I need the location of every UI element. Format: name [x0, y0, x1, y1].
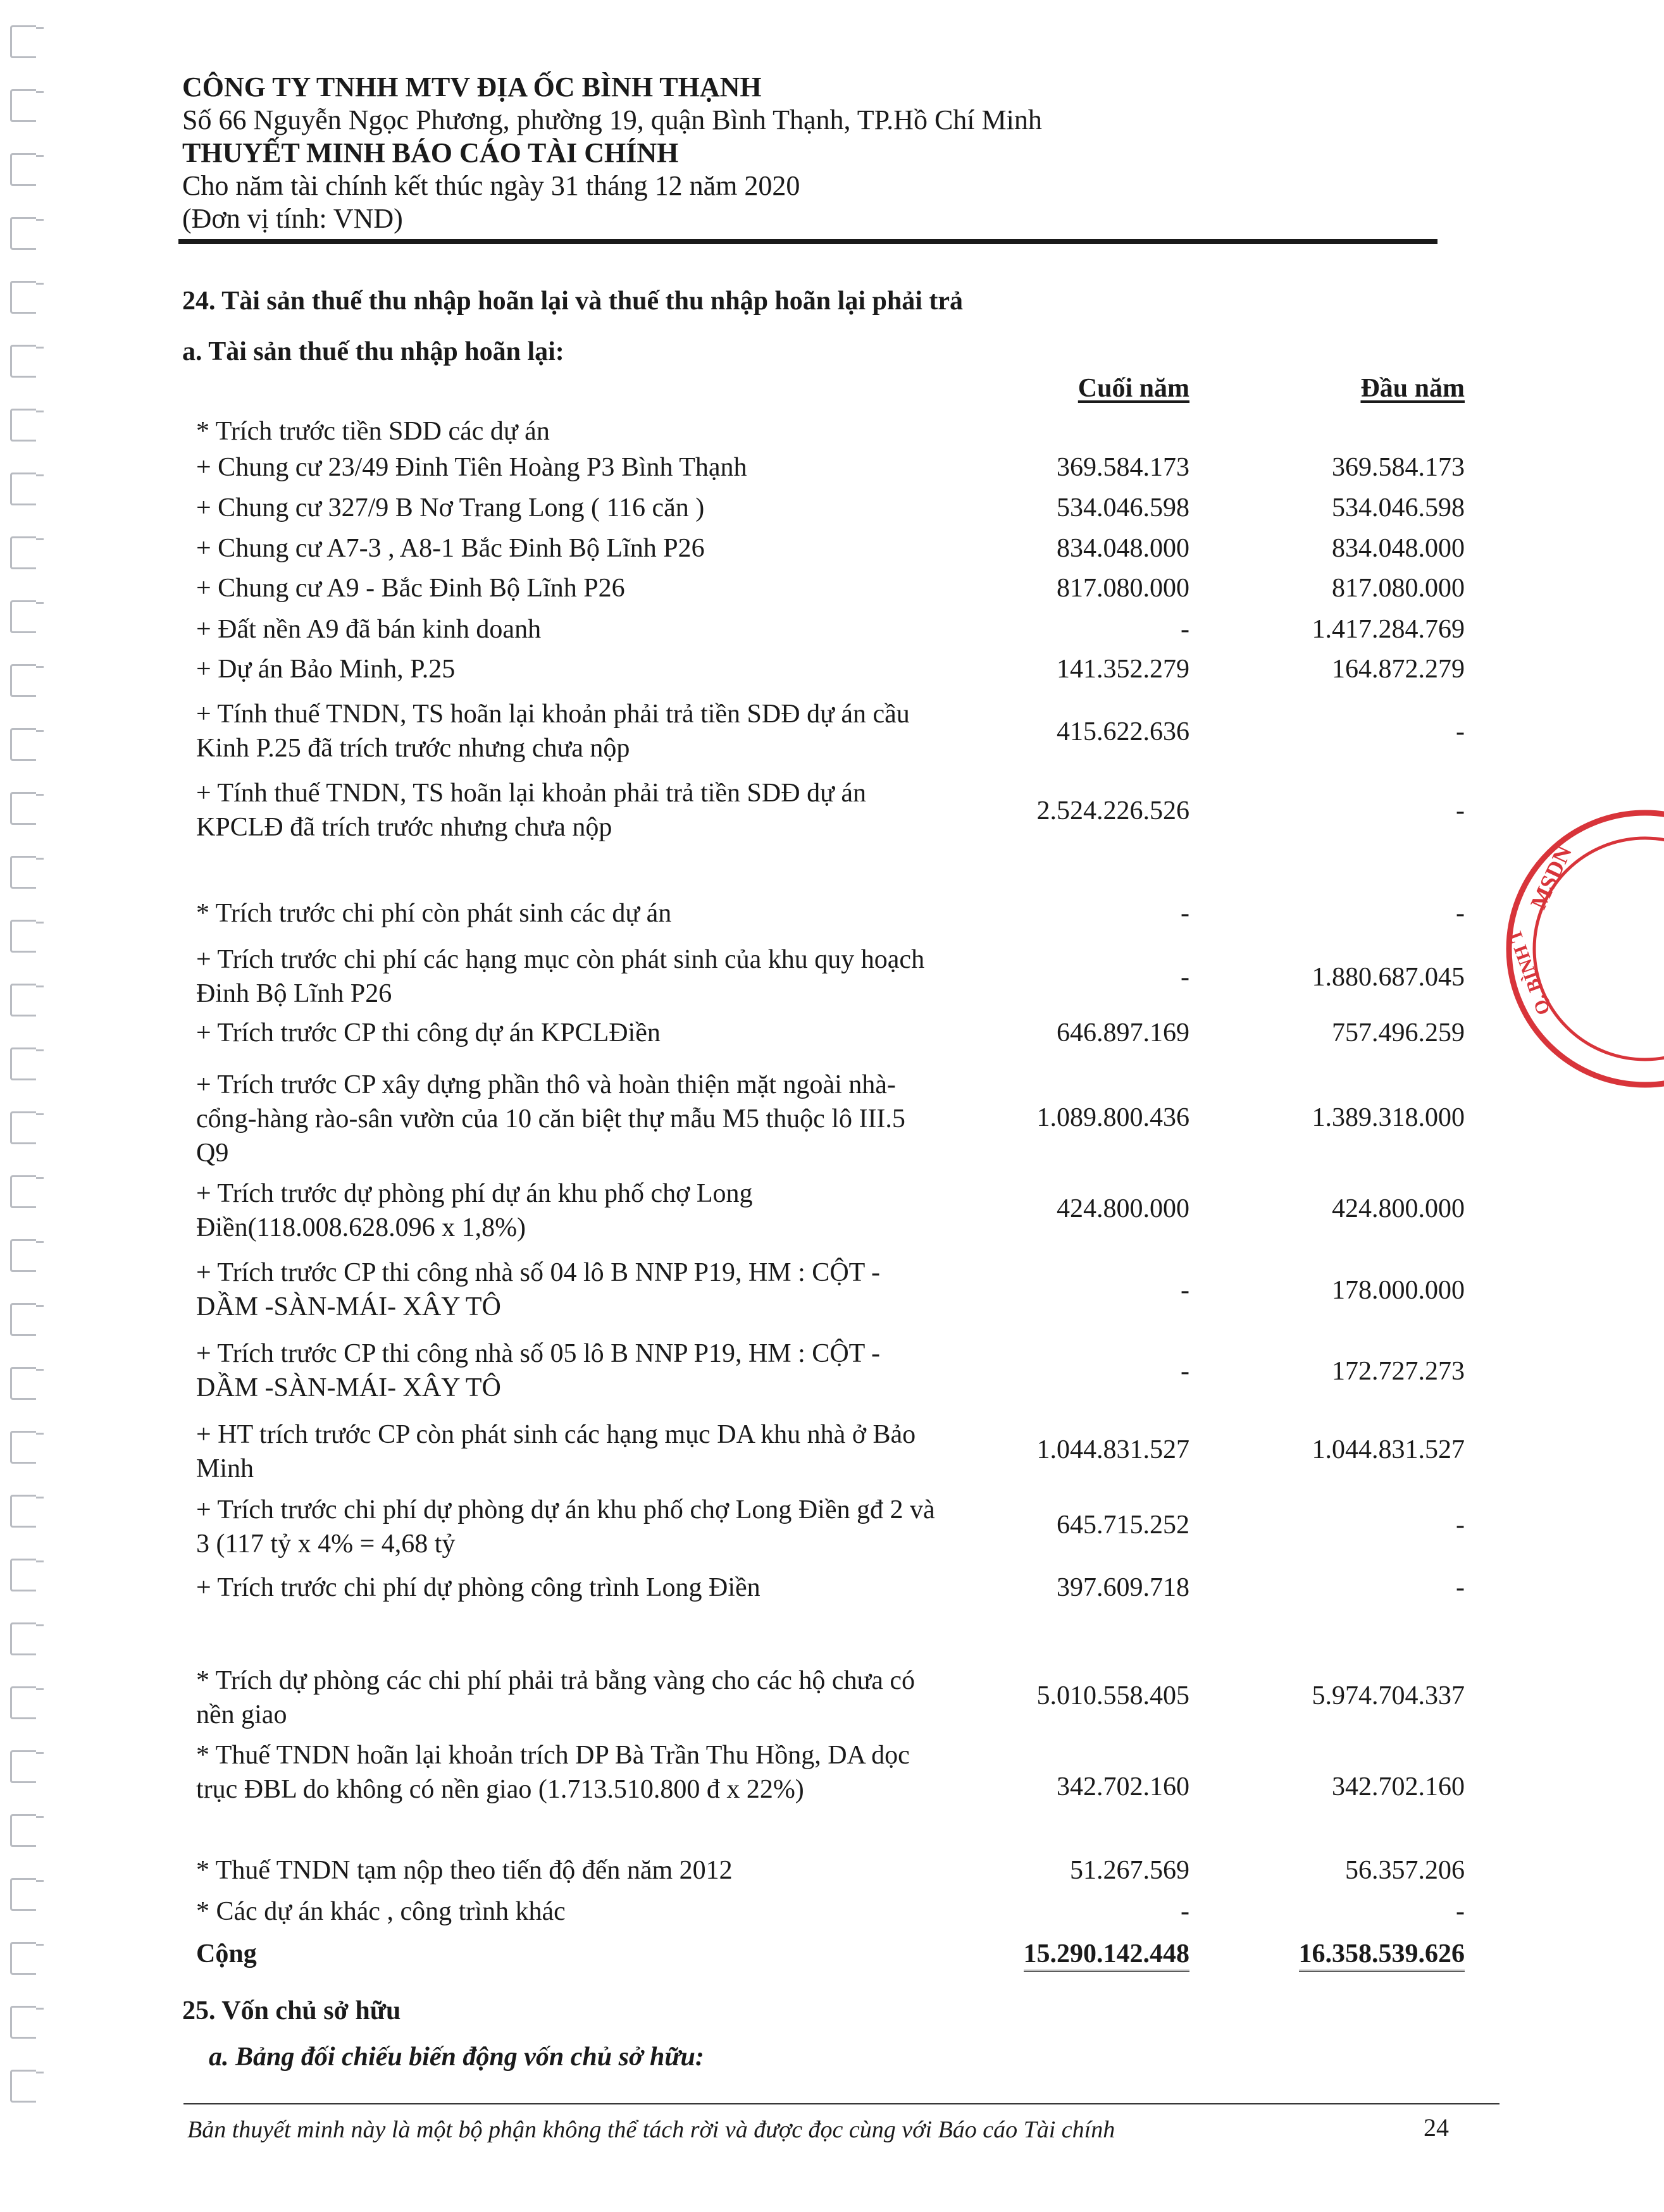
row-value-end-of-year: 534.046.598: [1057, 493, 1189, 522]
row-description: + Trích trước dự phòng phí dự án khu phố chợ Long Điền(118.008.628.096 x 1,8%): [196, 1179, 753, 1242]
row-value-end-of-year: -: [1181, 1357, 1189, 1386]
row-value-end-of-year: -: [1181, 1276, 1189, 1305]
binding-ring: [10, 1431, 36, 1464]
total-label: Cộng: [196, 1939, 257, 1968]
row-value-end-of-year: 1.089.800.436: [1036, 1103, 1189, 1132]
row-value-beginning-of-year: -: [1456, 1511, 1465, 1540]
document-header: [182, 71, 1448, 235]
company-seal-stamp: [1499, 803, 1664, 1094]
binding-ring: [10, 664, 36, 697]
row-value-beginning-of-year: -: [1456, 717, 1465, 746]
row-description: * Trích trước tiền SDD các dự án: [196, 417, 550, 446]
row-value-beginning-of-year: 834.048.000: [1332, 534, 1465, 563]
column-header-beginning-of-year: Đầu năm: [1360, 374, 1465, 403]
column-header-end-of-year: Cuối năm: [1077, 374, 1189, 403]
row-value-end-of-year: 342.702.160: [1057, 1772, 1189, 1801]
row-value-beginning-of-year: 342.702.160: [1332, 1772, 1465, 1801]
row-value-beginning-of-year: 172.727.273: [1332, 1357, 1465, 1386]
binding-ring: [10, 2006, 36, 2039]
binding-ring: [10, 1175, 36, 1208]
footer-rule: [183, 2103, 1499, 2104]
binding-ring: [10, 153, 36, 186]
row-description: + Chung cư A7-3 , A8-1 Bắc Đinh Bộ Lĩnh P26: [196, 534, 705, 563]
binding-ring: [10, 1367, 36, 1400]
binding-ring: [10, 1111, 36, 1144]
row-value-end-of-year: -: [1181, 615, 1189, 644]
row-description: + Trích trước CP thi công nhà số 05 lô B NNP P19, HM : CỘT - DẦM -SÀN-MÁI- XÂY TÔ: [196, 1339, 881, 1402]
binding-rings: [6, 25, 44, 2189]
binding-ring: [10, 281, 36, 314]
row-description: + Trích trước chi phí dự phòng dự án khu phố chợ Long Điền gđ 2 và 3 (117 tỷ x 4% = 4,68 tỷ: [196, 1495, 935, 1559]
row-value-beginning-of-year: 178.000.000: [1332, 1276, 1465, 1305]
binding-ring: [10, 920, 36, 953]
binding-ring: [10, 600, 36, 633]
row-value-beginning-of-year: -: [1456, 1573, 1465, 1602]
row-value-beginning-of-year: 164.872.279: [1332, 655, 1465, 684]
row-value-beginning-of-year: -: [1456, 796, 1465, 825]
row-value-end-of-year: 424.800.000: [1057, 1194, 1189, 1223]
row-value-beginning-of-year: 1.389.318.000: [1312, 1103, 1465, 1132]
row-description: * Thuế TNDN tạm nộp theo tiến độ đến năm 2012: [196, 1856, 733, 1885]
row-value-end-of-year: 1.044.831.527: [1036, 1435, 1189, 1464]
total-beginning-of-year: 16.358.539.626: [1299, 1939, 1465, 1972]
binding-ring: [10, 345, 36, 378]
binding-ring: [10, 792, 36, 825]
row-value-beginning-of-year: 1.880.687.045: [1312, 963, 1465, 992]
row-value-end-of-year: 645.715.252: [1057, 1511, 1189, 1540]
binding-ring: [10, 1878, 36, 1911]
row-value-beginning-of-year: 817.080.000: [1332, 574, 1465, 603]
binding-ring: [10, 1814, 36, 1847]
section-25a-subtitle: a. Bảng đối chiếu biến động vốn chủ sở hữu:: [209, 2042, 704, 2072]
row-value-end-of-year: 369.584.173: [1057, 453, 1189, 482]
row-value-beginning-of-year: 757.496.259: [1332, 1018, 1465, 1047]
binding-ring: [10, 728, 36, 761]
row-value-end-of-year: -: [1181, 963, 1189, 992]
row-value-beginning-of-year: 1.417.284.769: [1312, 615, 1465, 644]
row-value-end-of-year: 5.010.558.405: [1036, 1681, 1189, 1710]
binding-ring: [10, 1495, 36, 1528]
binding-ring: [10, 1047, 36, 1080]
row-description: + Chung cư 327/9 B Nơ Trang Long ( 116 căn ): [196, 493, 705, 522]
company-name: CÔNG TY TNHH MTV ĐỊA ỐC BÌNH THẠNH: [182, 71, 762, 102]
row-value-end-of-year: 397.609.718: [1057, 1573, 1189, 1602]
row-value-end-of-year: -: [1181, 1897, 1189, 1926]
binding-ring: [10, 984, 36, 1016]
binding-ring: [10, 473, 36, 505]
binding-ring: [10, 217, 36, 250]
row-value-end-of-year: 646.897.169: [1057, 1018, 1189, 1047]
page-number: 24: [1424, 2113, 1449, 2142]
binding-ring: [10, 856, 36, 889]
binding-ring: [10, 25, 36, 58]
row-value-beginning-of-year: 5.974.704.337: [1312, 1681, 1465, 1710]
row-description: + Trích trước CP thi công dự án KPCLĐiền: [196, 1018, 661, 1047]
seal-text-bottom: Q. BÌNH T: [1504, 926, 1555, 1018]
footer-note: Bản thuyết minh này là một bộ phận không thể tách rời và được đọc cùng với Báo cáo Tài chính: [187, 2116, 1115, 2143]
header-rule: [178, 239, 1437, 244]
binding-ring: [10, 409, 36, 442]
row-description: * Các dự án khác , công trình khác: [196, 1897, 566, 1926]
section-24-title: 24. Tài sản thuế thu nhập hoãn lại và thuế thu nhập hoãn lại phải trả: [182, 287, 963, 316]
row-description: + Trích trước chi phí các hạng mục còn phát sinh của khu quy hoạch Đinh Bộ Lĩnh P26: [196, 945, 925, 1008]
report-title: THUYẾT MINH BÁO CÁO TÀI CHÍNH: [182, 137, 679, 168]
row-value-end-of-year: 817.080.000: [1057, 574, 1189, 603]
row-description: + Đất nền A9 đã bán kinh doanh: [196, 615, 542, 644]
binding-ring: [10, 2070, 36, 2103]
binding-ring: [10, 89, 36, 122]
row-value-beginning-of-year: 1.044.831.527: [1312, 1435, 1465, 1464]
row-description: + Tính thuế TNDN, TS hoãn lại khoản phải trả tiền SDĐ dự án KPCLĐ đã trích trước nhưng chưa nộp: [196, 779, 866, 842]
row-description: * Thuế TNDN hoãn lại khoản trích DP Bà Trần Thu Hồng, DA dọc trục ĐBL do không có nền giao (1.713.510.800 đ x 22%): [196, 1741, 910, 1804]
row-value-beginning-of-year: 534.046.598: [1332, 493, 1465, 522]
row-value-end-of-year: 51.267.569: [1070, 1856, 1189, 1885]
row-value-end-of-year: 141.352.279: [1057, 655, 1189, 684]
row-value-beginning-of-year: -: [1456, 1897, 1465, 1926]
row-description: + Dự án Bảo Minh, P.25: [196, 655, 456, 684]
total-beginning-of-year-cell: [1136, 1937, 1465, 1971]
row-value-end-of-year: 415.622.636: [1057, 717, 1189, 746]
row-description: + Tính thuế TNDN, TS hoãn lại khoản phải trả tiền SDĐ dự án cầu Kinh P.25 đã trích trước nhưng chưa nộp: [196, 700, 910, 763]
row-description: * Trích trước chi phí còn phát sinh các dự án: [196, 899, 672, 928]
row-value-end-of-year: -: [1181, 899, 1189, 928]
row-description: + Trích trước CP xây dựng phần thô và hoàn thiện mặt ngoài nhà-cổng-hàng rào-sân vườn của 10 căn biệt thự mẫu M5 thuộc lô III.5 Q9: [196, 1070, 905, 1168]
row-value-beginning-of-year: 56.357.206: [1345, 1856, 1465, 1885]
company-address: Số 66 Nguyễn Ngọc Phương, phường 19, quận Bình Thạnh, TP.Hồ Chí Minh: [182, 104, 1042, 135]
binding-ring: [10, 1686, 36, 1719]
row-value-beginning-of-year: 424.800.000: [1332, 1194, 1465, 1223]
row-value-end-of-year: 2.524.226.526: [1036, 796, 1189, 825]
row-value-beginning-of-year: 369.584.173: [1332, 453, 1465, 482]
total-end-of-year: 15.290.142.448: [1024, 1939, 1190, 1972]
row-value-end-of-year: 834.048.000: [1057, 534, 1189, 563]
row-description: * Trích dự phòng các chi phí phải trả bằng vàng cho các hộ chưa có nền giao: [196, 1666, 916, 1729]
binding-ring: [10, 1559, 36, 1591]
report-period: Cho năm tài chính kết thúc ngày 31 tháng 12 năm 2020: [182, 170, 800, 201]
row-description: + Chung cư A9 - Bắc Đinh Bộ Lĩnh P26: [196, 574, 625, 603]
seal-text: MSDN: [1525, 841, 1577, 913]
row-value-beginning-of-year: -: [1456, 899, 1465, 928]
row-description: + Trích trước chi phí dự phòng công trình Long Điền: [196, 1573, 761, 1602]
binding-ring: [10, 1622, 36, 1655]
binding-ring: [10, 1942, 36, 1975]
row-description: + Chung cư 23/49 Đinh Tiên Hoàng P3 Bình Thạnh: [196, 453, 747, 482]
currency-unit: (Đơn vị tính: VND): [182, 203, 403, 234]
binding-ring: [10, 1239, 36, 1272]
row-description: + HT trích trước CP còn phát sinh các hạng mục DA khu nhà ở Bảo Minh: [196, 1420, 916, 1483]
row-description: + Trích trước CP thi công nhà số 04 lô B NNP P19, HM : CỘT - DẦM -SÀN-MÁI- XÂY TÔ: [196, 1258, 881, 1321]
binding-ring: [10, 1750, 36, 1783]
section-24a-subtitle: a. Tài sản thuế thu nhập hoãn lại:: [182, 337, 564, 366]
binding-ring: [10, 1303, 36, 1336]
section-25-title: 25. Vốn chủ sở hữu: [182, 1996, 401, 2025]
binding-ring: [10, 536, 36, 569]
